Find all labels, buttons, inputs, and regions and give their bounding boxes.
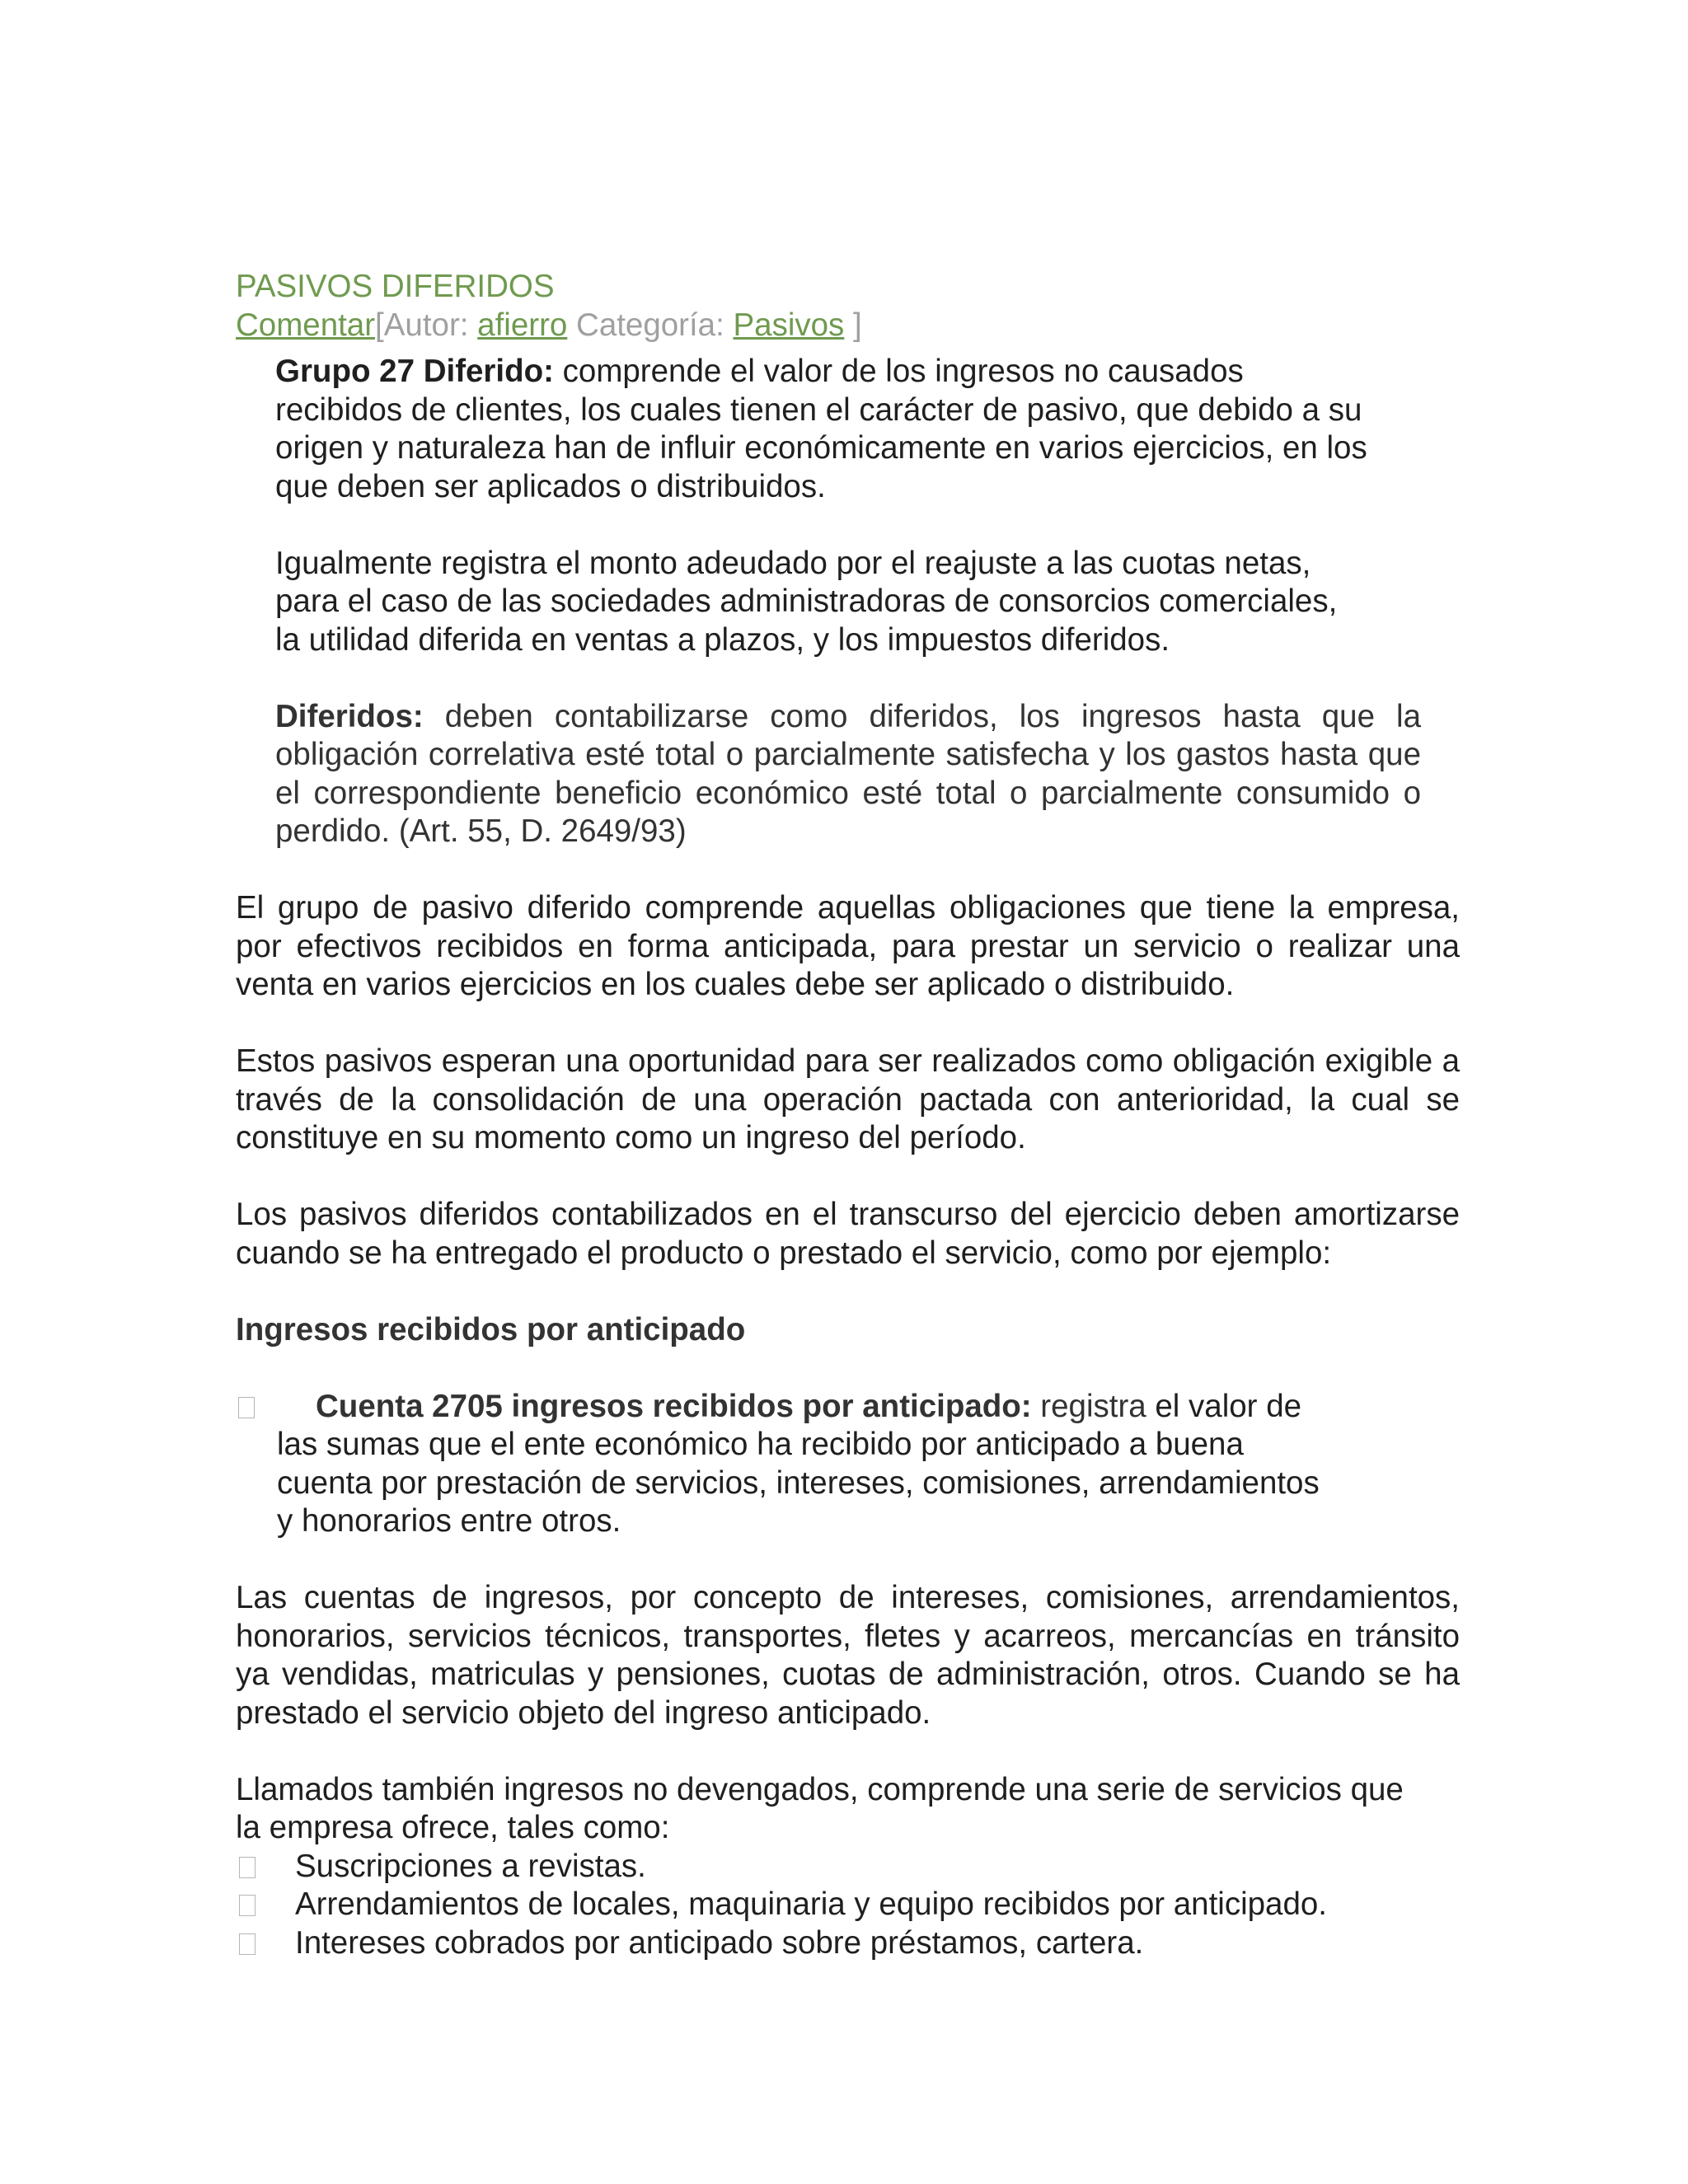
account-bullet-line-4: y honorarios entre otros. <box>277 1503 621 1539</box>
post-meta <box>236 307 1460 345</box>
diferidos-term: Diferidos: <box>275 698 424 734</box>
account-registra: registra <box>1031 1388 1146 1424</box>
diferidos-paragraph <box>275 698 1421 851</box>
checkbox-icon <box>238 1397 255 1418</box>
list-item <box>236 1924 1460 1963</box>
paragraph-cuentas-ingresos: Las cuentas de ingresos, por concepto de intereses, comisiones, arrendamientos, honorarios, servicios técnicos, transportes, fletes y acarreos, mercancías en tránsito ya vendidas, matriculas y pensiones, cuotas de administración, otros. Cuando se ha prestado el servicio objeto del ingreso anticipado. <box>236 1580 1460 1731</box>
meta-close: ] <box>844 307 862 343</box>
definition-text-1: comprende el valor de los ingresos no causados <box>553 354 1244 389</box>
services-list <box>236 1848 1460 1963</box>
account-bullet-line-1 <box>277 1388 1381 1427</box>
definition-term: Grupo 27 Diferido: <box>275 354 554 389</box>
definition-block <box>275 353 1421 851</box>
register-line-3: la utilidad diferida en ventas a plazos, y los impuestos diferidos. <box>275 621 1170 658</box>
list-item-text: Intereses cobrados por anticipado sobre préstamos, cartera. <box>295 1924 1144 1961</box>
definition-line-1 <box>275 353 1421 391</box>
account-bullet-line-3: cuenta por prestación de servicios, intereses, comisiones, arrendamientos <box>277 1465 1320 1501</box>
checkbox-icon <box>239 1857 256 1878</box>
definition-line-4: que deben ser aplicados o distribuidos. <box>275 468 826 504</box>
paragraph-estos-pasivos: Estos pasivos esperan una oportunidad para ser realizados como obligación exigible a través de la consolidación de una operación pactada con anterioridad, la cual se constituye en su momento como un ingreso del período. <box>236 1043 1460 1155</box>
category-prefix: Categoría: <box>567 307 734 343</box>
diferidos-citation: (Art. 55, D. 2649/93) <box>390 813 687 849</box>
account-bullet <box>277 1388 1381 1541</box>
account-bullet-line-2: las sumas que el ente económico ha recibido por anticipado a buena <box>277 1427 1244 1462</box>
account-text-1: el valor de <box>1146 1388 1302 1424</box>
list-item <box>236 1886 1460 1924</box>
definition-line-3: origen y naturaleza han de influir económicamente en varios ejercicios, en los <box>275 430 1367 466</box>
author-prefix: [Autor: <box>375 307 478 343</box>
category-link[interactable]: Pasivos <box>733 307 845 343</box>
checkbox-icon <box>239 1895 256 1916</box>
comment-link[interactable]: Comentar <box>236 307 376 343</box>
definition-line-2: recibidos de clientes, los cuales tienen el carácter de pasivo, que debido a su <box>275 391 1362 428</box>
diferidos-text: deben contabilizarse como diferidos, los ingresos hasta que la obligación correlativa esté total o parcialmente satisfecha y los gastos hasta que el correspondiente beneficio económico esté total o parcialmente consumido o perdido. <box>275 698 1421 849</box>
account-term: Cuenta 2705 ingresos recibidos por anticipado: <box>316 1388 1032 1424</box>
paragraph-amortizarse: Los pasivos diferidos contabilizados en el transcurso del ejercicio deben amortizarse cuando se ha entregado el producto o prestado el servicio, como por ejemplo: <box>236 1197 1460 1271</box>
register-line-2: para el caso de las sociedades administradoras de consorcios comerciales, <box>275 583 1338 619</box>
list-item <box>236 1848 1460 1886</box>
list-item-text: Arrendamientos de locales, maquinaria y equipo recibidos por anticipado. <box>295 1886 1327 1922</box>
paragraph-pasivo-diferido: El grupo de pasivo diferido comprende aquellas obligaciones que tiene la empresa, por efectivos recibidos en forma anticipada, para prestar un servicio o realizar una venta en varios ejercicios en los cuales debe ser aplicado o distribuido. <box>236 890 1460 1002</box>
list-item-text: Suscripciones a revistas. <box>295 1848 646 1884</box>
register-line-1: Igualmente registra el monto adeudado por el reajuste a las cuotas netas, <box>275 545 1311 581</box>
subheading: Ingresos recibidos por anticipado <box>236 1311 746 1347</box>
author-link[interactable]: afierro <box>477 307 568 343</box>
paragraph-llamados-line-1: Llamados también ingresos no devengados, comprende una serie de servicios que <box>236 1771 1404 1807</box>
document-title: PASIVOS DIFERIDOS <box>236 269 555 304</box>
paragraph-llamados-line-2: la empresa ofrece, tales como: <box>236 1810 670 1845</box>
document-page <box>236 268 1460 1962</box>
checkbox-icon <box>239 1933 256 1955</box>
